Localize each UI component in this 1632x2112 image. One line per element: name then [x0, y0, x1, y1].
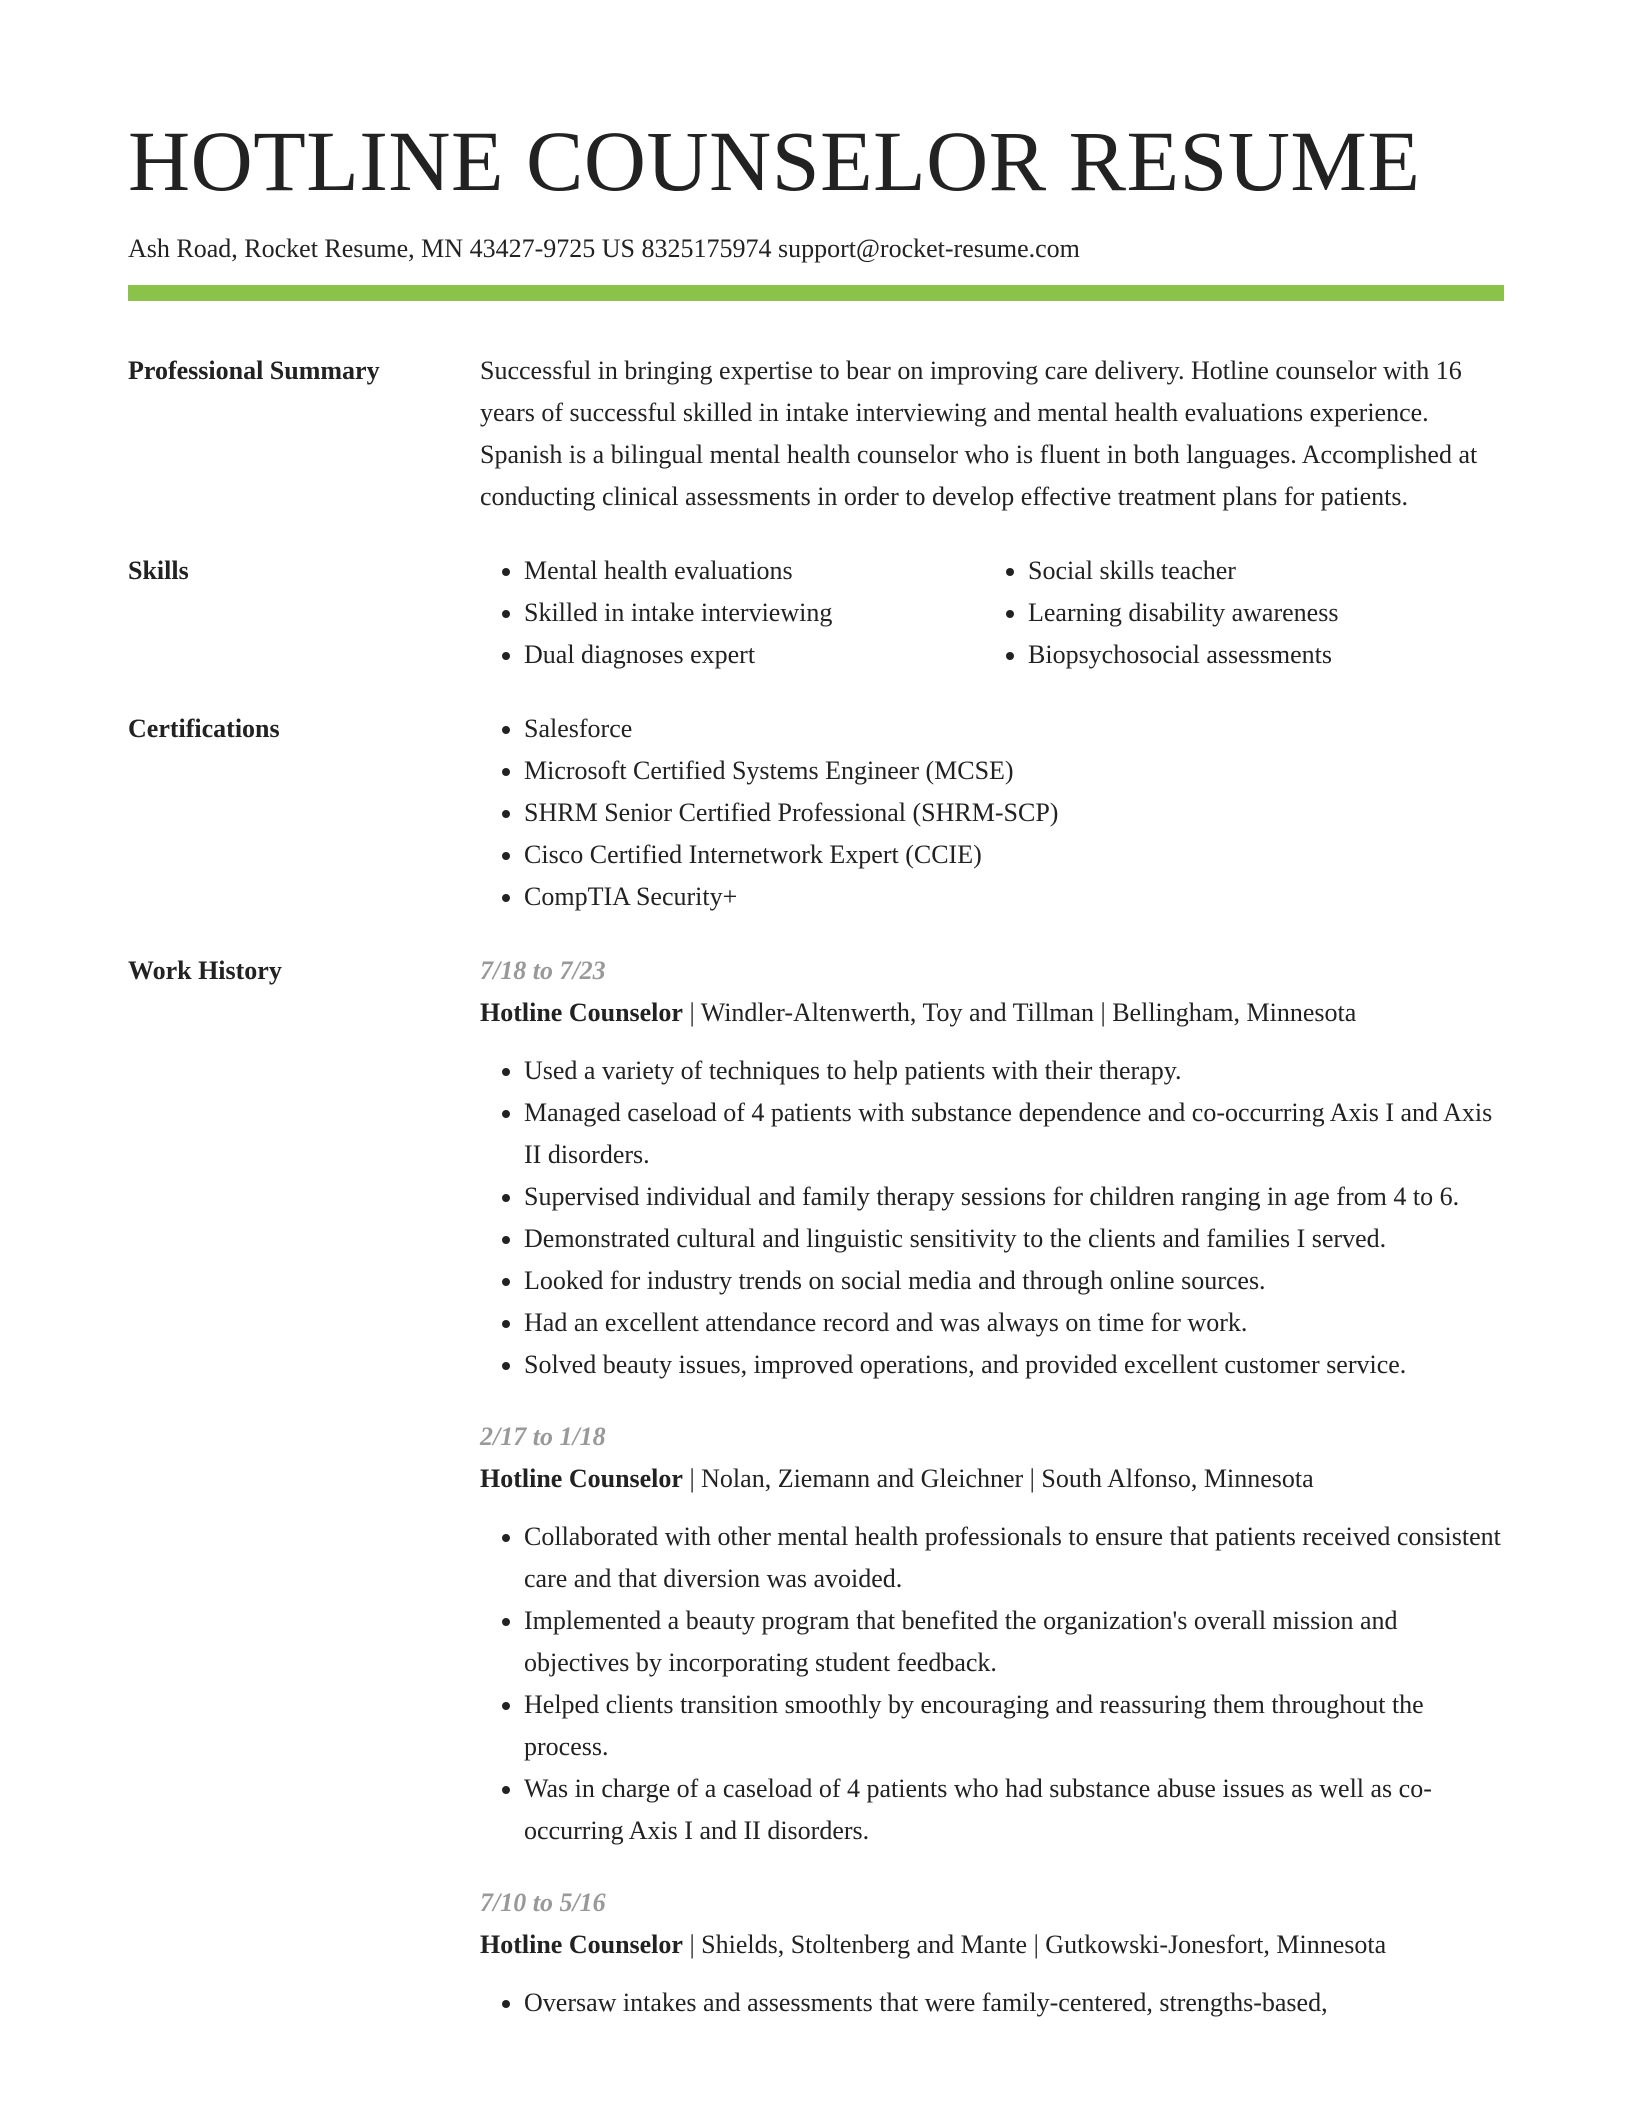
skills-column-2 — [984, 550, 1488, 676]
job-bullet: • Was in charge of a caseload of 4 patients who had substance abuse issues as well as co-occurring Axis I and II disorders. — [524, 1768, 1504, 1852]
job-bullet: • Demonstrated cultural and linguistic sensitivity to the clients and families I served. — [524, 1218, 1504, 1260]
job-entry — [480, 950, 1504, 1386]
job-heading — [480, 1458, 1504, 1500]
skill-item: • Skilled in intake interviewing — [524, 592, 984, 634]
job-bullet: • Collaborated with other mental health professionals to ensure that patients received consistent care and that diversion was avoided. — [524, 1516, 1504, 1600]
job-bullets — [480, 1516, 1504, 1852]
section-label-work-history: Work History — [128, 956, 282, 985]
job-dates: 2/17 to 1/18 — [480, 1422, 606, 1451]
header-divider — [128, 285, 1504, 301]
job-title: Hotline Counselor — [480, 1464, 683, 1493]
certification-item: • Salesforce — [524, 708, 1504, 750]
job-heading — [480, 1924, 1504, 1966]
section-label-summary: Professional Summary — [128, 356, 380, 385]
job-bullet: • Looked for industry trends on social media and through online sources. — [524, 1260, 1504, 1302]
skill-item: • Learning disability awareness — [1028, 592, 1488, 634]
job-bullet: • Oversaw intakes and assessments that were family-centered, strengths-based, — [524, 1982, 1504, 2024]
job-entry — [480, 1882, 1504, 2024]
certification-item: • Microsoft Certified Systems Engineer (MCSE) — [524, 750, 1504, 792]
job-details: | Shields, Stoltenberg and Mante | Gutkowski-Jonesfort, Minnesota — [682, 1930, 1387, 1959]
job-bullets — [480, 1982, 1504, 2024]
summary-text: Successful in bringing expertise to bear on improving care delivery. Hotline counselor with 16 years of successful skilled in intake interviewing and mental health evaluations experience. Spanish is a bilingual mental health counselor who is fluent in both languages. Accomplished at conducting clinical assessments in order to develop effective treatment plans for patients. — [480, 356, 1478, 511]
job-bullet: • Solved beauty issues, improved operations, and provided excellent customer service. — [524, 1344, 1504, 1386]
job-title: Hotline Counselor — [480, 1930, 683, 1959]
certification-item: • Cisco Certified Internetwork Expert (CCIE) — [524, 834, 1504, 876]
skill-item: • Social skills teacher — [1028, 550, 1488, 592]
certification-item: • SHRM Senior Certified Professional (SHRM-SCP) — [524, 792, 1504, 834]
section-label-skills: Skills — [128, 556, 189, 585]
job-heading — [480, 992, 1504, 1034]
job-dates: 7/18 to 7/23 — [480, 956, 606, 985]
job-details: | Nolan, Ziemann and Gleichner | South Alfonso, Minnesota — [682, 1464, 1314, 1493]
section-label-certifications: Certifications — [128, 714, 280, 743]
contact-line: Ash Road, Rocket Resume, MN 43427-9725 US 8325175974 support@rocket-resume.com — [128, 234, 1080, 263]
job-bullet: • Managed caseload of 4 patients with substance dependence and co-occurring Axis I and Axis II disorders. — [524, 1092, 1504, 1176]
job-entry — [480, 1416, 1504, 1852]
job-bullet: • Helped clients transition smoothly by encouraging and reassuring them throughout the process. — [524, 1684, 1504, 1768]
job-bullet: • Implemented a beauty program that benefited the organization's overall mission and objectives by incorporating student feedback. — [524, 1600, 1504, 1684]
skills-section — [128, 550, 1504, 676]
job-bullet: • Used a variety of techniques to help patients with their therapy. — [524, 1050, 1504, 1092]
job-dates: 7/10 to 5/16 — [480, 1888, 606, 1917]
skill-item: • Dual diagnoses expert — [524, 634, 984, 676]
job-bullets — [480, 1050, 1504, 1386]
skill-item: • Mental health evaluations — [524, 550, 984, 592]
job-details: | Windler-Altenwerth, Toy and Tillman | Bellingham, Minnesota — [682, 998, 1357, 1027]
certification-item: • CompTIA Security+ — [524, 876, 1504, 918]
resume-sections — [128, 350, 1504, 2086]
certifications-section — [128, 708, 1504, 918]
skills-column-1 — [480, 550, 984, 676]
skill-item: • Biopsychosocial assessments — [1028, 634, 1488, 676]
work-history-section — [128, 950, 1504, 2054]
job-bullet: • Had an excellent attendance record and was always on time for work. — [524, 1302, 1504, 1344]
job-title: Hotline Counselor — [480, 998, 683, 1027]
resume-title: HOTLINE COUNSELOR RESUME — [128, 113, 1421, 209]
summary-section — [128, 350, 1504, 518]
certifications-list — [480, 708, 1504, 918]
job-bullet: • Supervised individual and family therapy sessions for children ranging in age from 4 to 6. — [524, 1176, 1504, 1218]
